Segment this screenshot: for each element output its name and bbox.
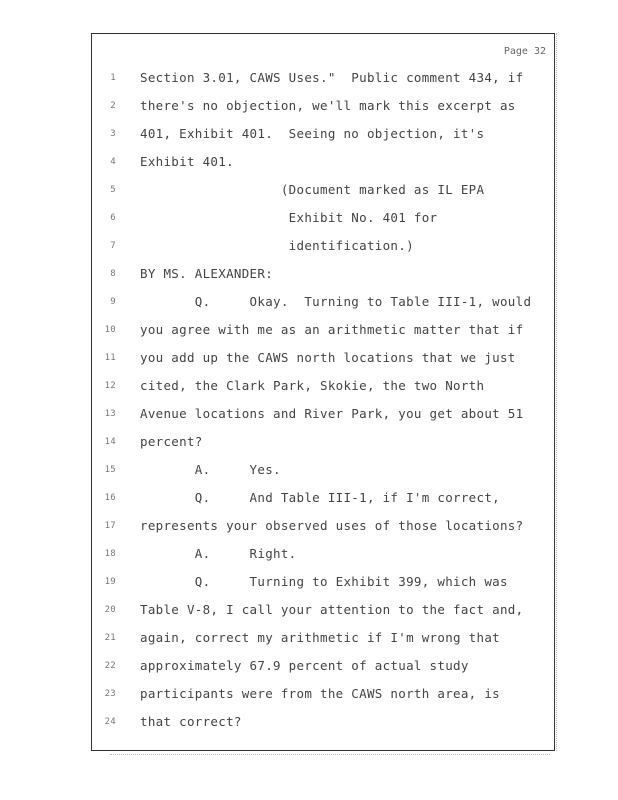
transcript-line <box>92 490 554 510</box>
line-text: percent? <box>140 434 203 449</box>
line-text: approximately 67.9 percent of actual study <box>140 658 469 673</box>
line-number: 21 <box>104 633 116 643</box>
line-number: 19 <box>104 577 116 587</box>
line-text: again, correct my arithmetic if I'm wrong that <box>140 630 500 645</box>
line-number: 20 <box>104 605 116 615</box>
line-text: (Document marked as IL EPA <box>140 182 485 197</box>
line-text: Q. Turning to Exhibit 399, which was <box>140 574 508 589</box>
line-number: 8 <box>110 269 116 279</box>
transcript-line <box>92 462 554 482</box>
transcript-line <box>92 378 554 398</box>
page-bottom-rule <box>110 754 550 755</box>
line-text: Exhibit 401. <box>140 154 234 169</box>
line-number: 16 <box>104 493 116 503</box>
transcript-line <box>92 714 554 734</box>
line-number: 6 <box>110 213 116 223</box>
line-text: participants were from the CAWS north area, is <box>140 686 500 701</box>
line-text: Section 3.01, CAWS Uses." Public comment 434, if <box>140 70 524 85</box>
transcript-line <box>92 126 554 146</box>
transcript-line <box>92 238 554 258</box>
line-number: 2 <box>110 101 116 111</box>
line-text: represents your observed uses of those locations? <box>140 518 524 533</box>
transcript-line <box>92 574 554 594</box>
line-text: cited, the Clark Park, Skokie, the two North <box>140 378 485 393</box>
page-right-edge <box>556 33 559 751</box>
line-text: 401, Exhibit 401. Seeing no objection, it's <box>140 126 485 141</box>
transcript-line <box>92 154 554 174</box>
transcript-line <box>92 98 554 118</box>
line-text: Avenue locations and River Park, you get about 51 <box>140 406 524 421</box>
transcript-line <box>92 210 554 230</box>
line-number: 15 <box>104 465 116 475</box>
line-number: 9 <box>110 297 116 307</box>
line-number: 14 <box>104 437 116 447</box>
line-number: 17 <box>104 521 116 531</box>
line-text: that correct? <box>140 714 242 729</box>
line-number: 24 <box>104 717 116 727</box>
transcript-line <box>92 350 554 370</box>
line-text: BY MS. ALEXANDER: <box>140 266 274 281</box>
line-number: 22 <box>104 661 116 671</box>
line-text: Table V-8, I call your attention to the fact and, <box>140 602 524 617</box>
transcript-line <box>92 266 554 286</box>
transcript-line <box>92 658 554 678</box>
line-number: 12 <box>104 381 116 391</box>
line-text: Q. And Table III-1, if I'm correct, <box>140 490 500 505</box>
page-number: Page 32 <box>503 46 546 57</box>
transcript-line <box>92 70 554 90</box>
line-number: 13 <box>104 409 116 419</box>
line-number: 1 <box>110 73 116 83</box>
line-text: A. Yes. <box>140 462 281 477</box>
line-text: identification.) <box>140 238 414 253</box>
line-number: 7 <box>110 241 116 251</box>
line-text: Exhibit No. 401 for <box>140 210 438 225</box>
line-number: 23 <box>104 689 116 699</box>
transcript-line <box>92 406 554 426</box>
transcript-line <box>92 546 554 566</box>
line-text: Q. Okay. Turning to Table III-1, would <box>140 294 532 309</box>
transcript-line <box>92 182 554 202</box>
transcript-line <box>92 518 554 538</box>
line-number: 18 <box>104 549 116 559</box>
transcript-line <box>92 630 554 650</box>
transcript-page <box>91 33 555 751</box>
line-text: there's no objection, we'll mark this excerpt as <box>140 98 516 113</box>
line-text: you agree with me as an arithmetic matter that if <box>140 322 524 337</box>
line-text: A. Right. <box>140 546 297 561</box>
transcript-line <box>92 294 554 314</box>
line-text: you add up the CAWS north locations that we just <box>140 350 516 365</box>
line-number: 4 <box>110 157 116 167</box>
transcript-line <box>92 434 554 454</box>
transcript-line <box>92 322 554 342</box>
line-number: 11 <box>104 353 116 363</box>
transcript-line <box>92 602 554 622</box>
line-number: 5 <box>110 185 116 195</box>
transcript-line <box>92 686 554 706</box>
line-number: 10 <box>104 325 116 335</box>
line-number: 3 <box>110 129 116 139</box>
